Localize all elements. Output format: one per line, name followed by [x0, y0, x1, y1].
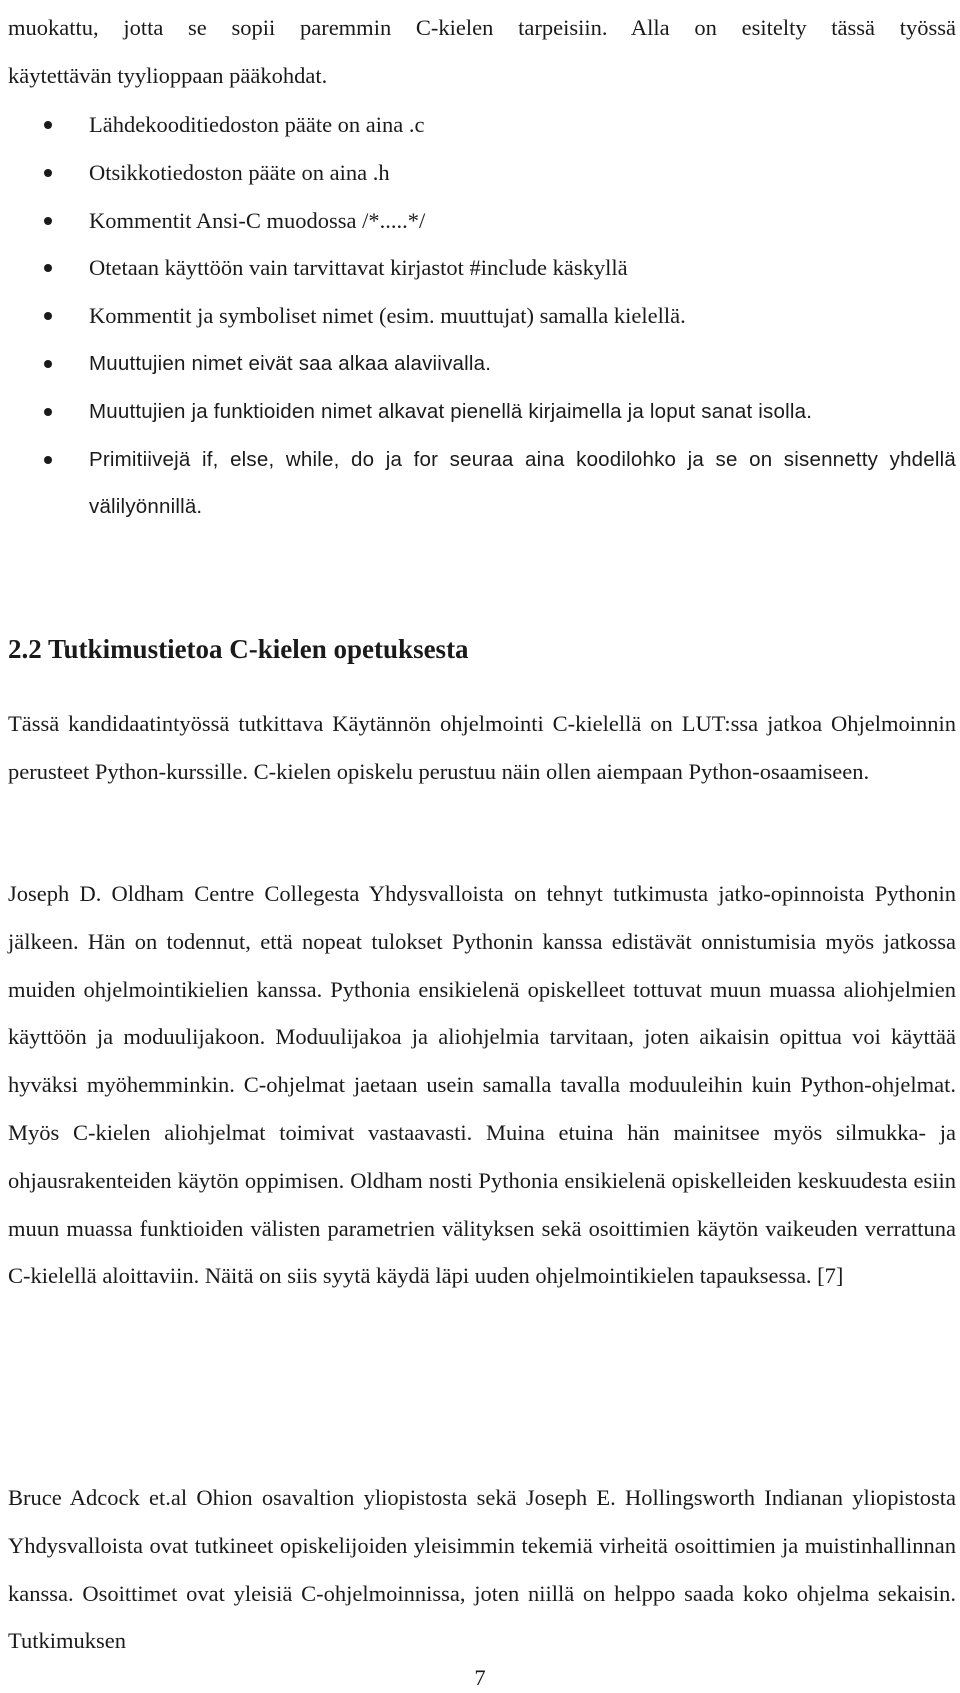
- list-item-text: Kommentit ja symboliset nimet (esim. muuttujat) samalla kielellä.: [89, 303, 686, 329]
- list-item: [0, 340, 956, 388]
- list-item-text: Otetaan käyttöön vain tarvittavat kirjastot #include käskyllä: [89, 255, 628, 281]
- intro-line-1: muokattu, jotta se sopii paremmin C-kielen tarpeisiin. Alla on esitelty tässä työssä: [8, 15, 956, 40]
- bullet-icon: [44, 169, 52, 177]
- page-number: 7: [474, 1665, 486, 1690]
- bullet-icon: [44, 264, 52, 272]
- body-paragraph: Tässä kandidaatintyössä tutkittava Käytännön ohjelmointi C-kielellä on LUT:ssa jatkoa Ohjelmoinnin perusteet Python-kurssille. C-kielen opiskelu perustuu näin ollen aiempaan Python-osaamiseen.: [8, 711, 956, 784]
- style-guide-list: [0, 101, 956, 531]
- body-paragraph: Bruce Adcock et.al Ohion osavaltion yliopistosta sekä Joseph E. Hollingsworth Indianan yliopistosta Yhdysvalloista ovat tutkineet opiskelijoiden yleisimmin tekemiä virheitä osoittimien ja muistinhallinnan kanssa. Osoittimet ovat yleisiä C-ohjelmoinnissa, joten niillä on helppo saada koko ohjelma sekaisin. Tutkimuksen: [8, 1485, 956, 1654]
- list-item-text: Kommentit Ansi-C muodossa /*.....*/: [89, 207, 426, 233]
- bullet-icon: [44, 312, 52, 320]
- list-item: [0, 292, 956, 340]
- section-heading: 2.2 Tutkimustietoa C-kielen opetuksesta: [8, 634, 469, 664]
- list-item: [0, 244, 956, 292]
- bullet-icon: [44, 408, 52, 416]
- list-item-text: Lähdekooditiedoston pääte on aina .c: [89, 112, 425, 137]
- intro-line-2: käytettävän tyylioppaan pääkohdat.: [8, 62, 328, 88]
- list-item-text: Otsikkotiedoston pääte on aina .h: [89, 159, 390, 185]
- bullet-icon: [44, 121, 52, 129]
- list-item: [0, 388, 956, 436]
- list-item: [0, 149, 956, 197]
- list-item-text: Muuttujien ja funktioiden nimet alkavat pienellä kirjaimella ja loput sanat isolla.: [89, 399, 813, 423]
- bullet-icon: [44, 360, 52, 368]
- list-item-text: Muuttujien nimet eivät saa alkaa alaviivalla.: [89, 351, 492, 375]
- intro-paragraph: [8, 4, 956, 100]
- list-item: [0, 436, 956, 532]
- bullet-icon: [44, 217, 52, 225]
- list-item: [0, 197, 956, 245]
- body-paragraph: Joseph D. Oldham Centre Collegesta Yhdysvalloista on tehnyt tutkimusta jatko-opinnoista Pythonin jälkeen. Hän on todennut, että nopeat tulokset Pythonin kanssa edistävät onnistumisia myös jatkossa muiden ohjelmointikielien kanssa. Pythonia ensikielenä opiskelleet tottuvat muun muassa aliohjelmien käyttöön ja moduulijakoon. Moduulijakoa ja aliohjelmia tarvitaan, joten aikaisin opittua voi käyttää hyväksi myöhemminkin. C-ohjelmat jaetaan usein samalla tavalla moduuleihin kuin Python-ohjelmat. Myös C-kielen aliohjelmat toimivat vastaavasti. Muina etuina hän mainitsee myös silmukka- ja ohjausrakenteiden käytön oppimisen. Oldham nosti Pythonia ensikielenä opiskelleiden keskuudesta esiin muun muassa funktioiden välisten parametrien välityksen sekä osoittimien käytön vaikeuden verrattuna C-kielellä aloittaviin. Näitä on siis syytä käydä läpi uuden ohjelmointikielen tapauksessa. [7]: [8, 881, 956, 1289]
- list-item: [0, 101, 956, 149]
- bullet-icon: [44, 456, 52, 464]
- list-item-text: Primitiivejä if, else, while, do ja for seuraa aina koodilohko ja se on sisennetty yhdellä välilyönnillä.: [89, 447, 956, 519]
